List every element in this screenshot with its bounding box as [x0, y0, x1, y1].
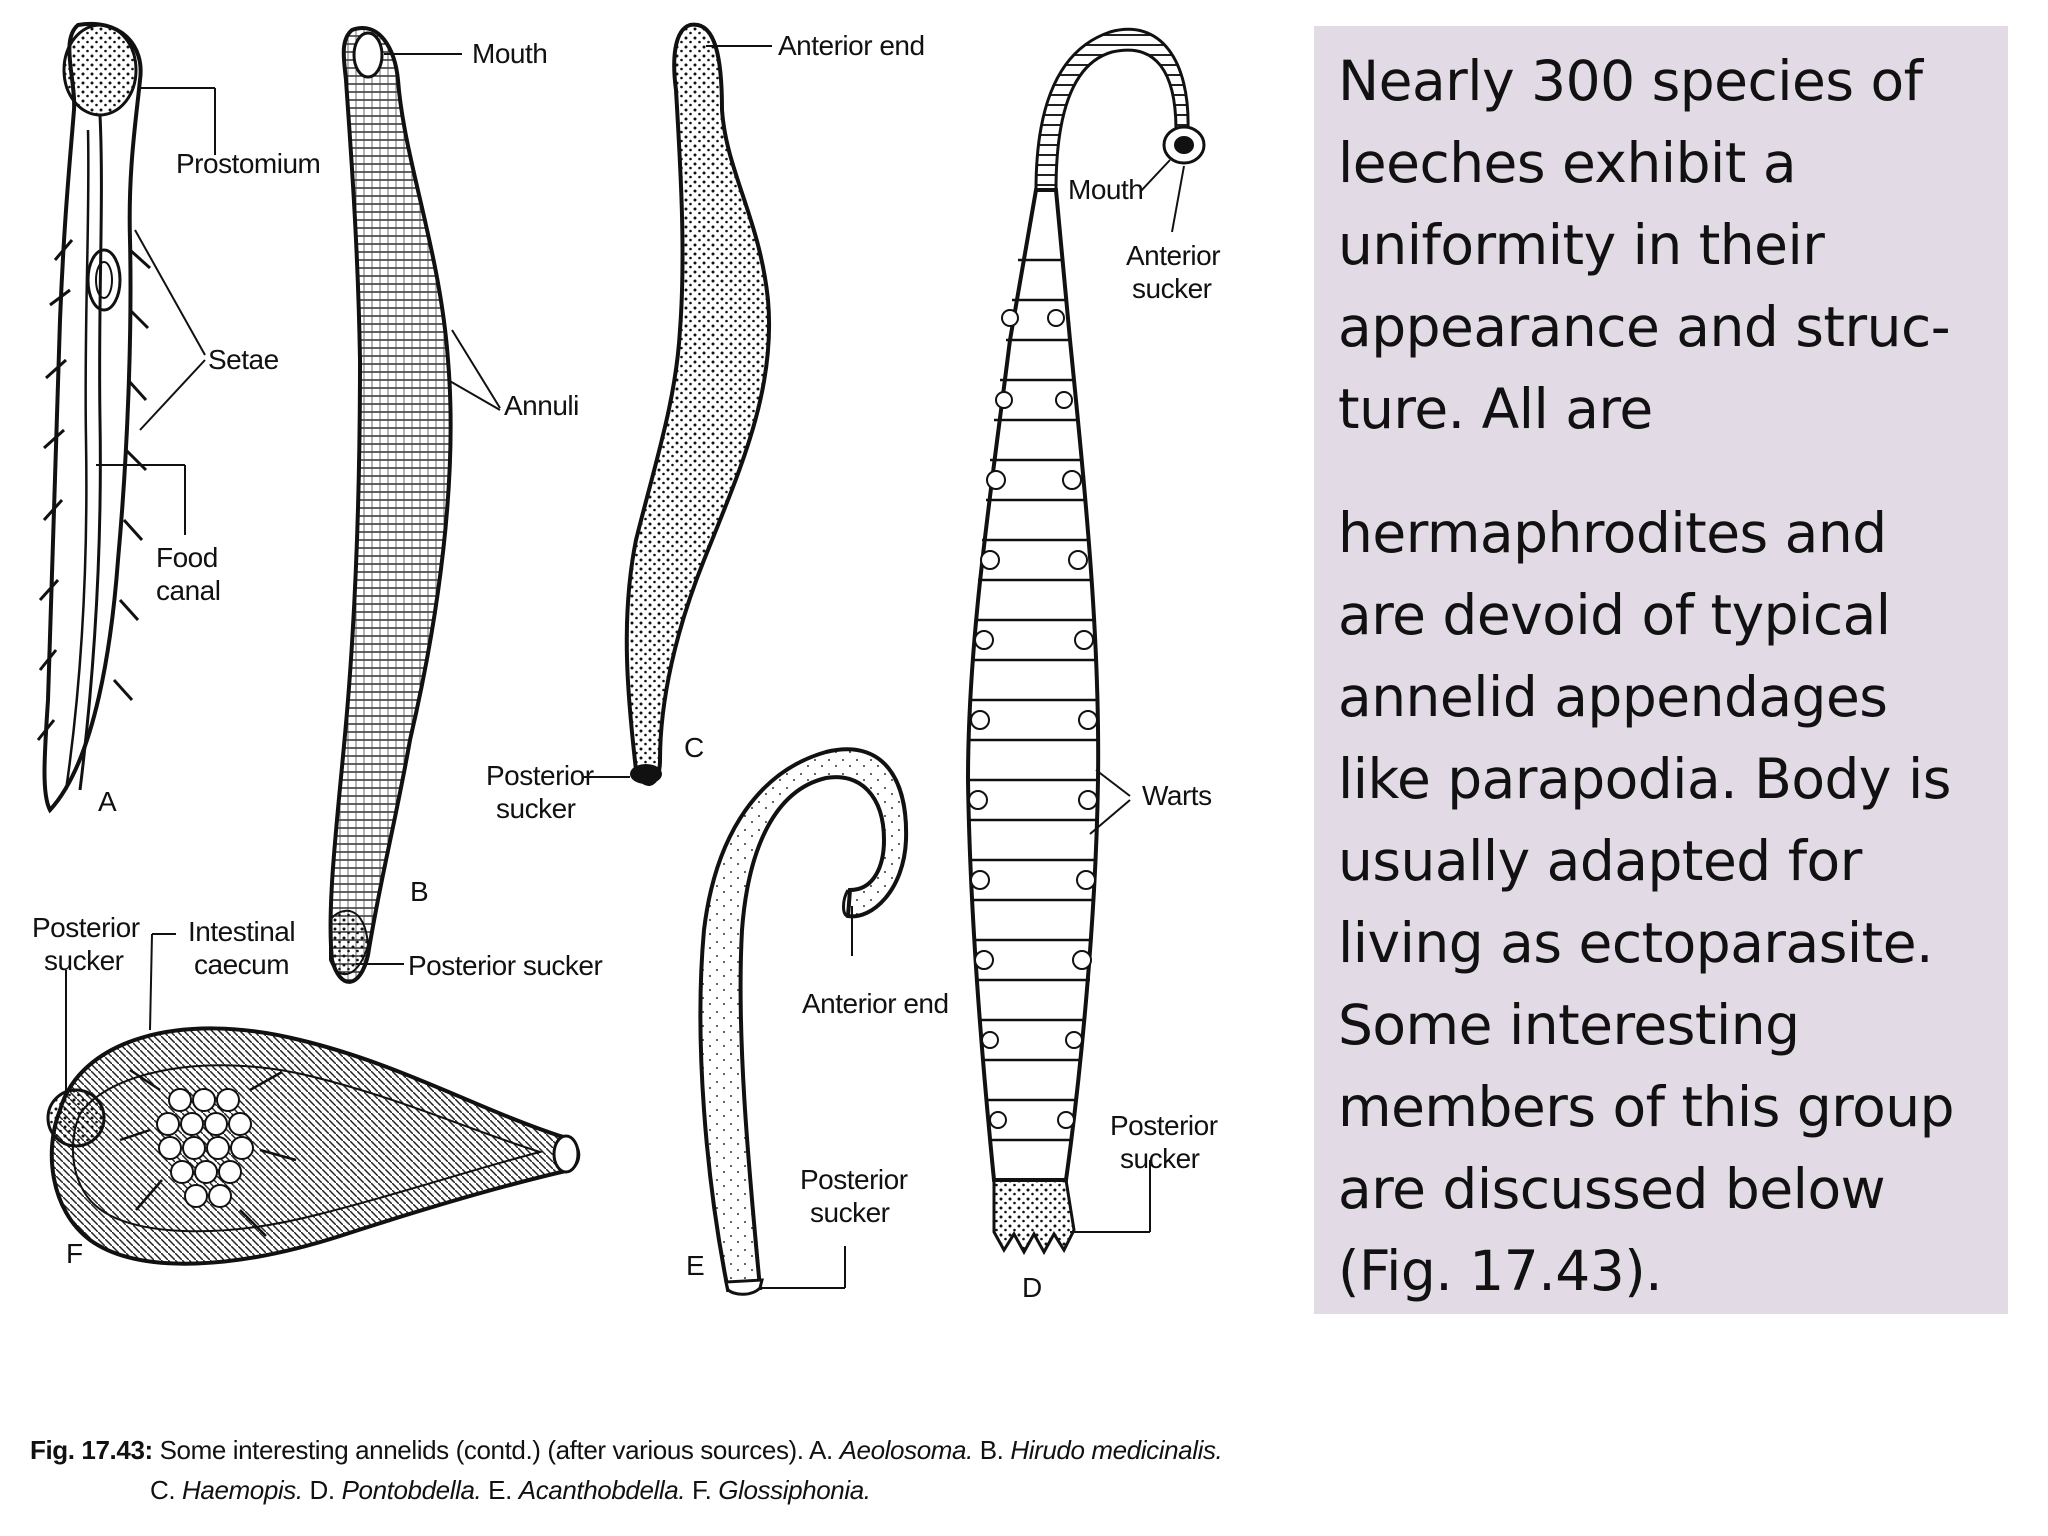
label-warts: Warts: [1142, 780, 1212, 811]
label-prostomium: Prostomium: [176, 148, 321, 179]
description-paragraph-2: [1338, 492, 1998, 1312]
specimen-c-haemopis: [583, 25, 772, 784]
label-anterior-end-e: Anterior end: [802, 988, 949, 1019]
label-anterior-end-c: Anterior end: [778, 30, 925, 61]
text-line: hermaphrodites and: [1338, 501, 1887, 565]
letter-a: A: [98, 786, 117, 817]
caption-species: Pontobdella.: [341, 1475, 482, 1505]
figure-caption: [30, 1430, 1230, 1510]
caption-text: E.: [481, 1475, 519, 1505]
specimen-d-pontobdella: [968, 29, 1204, 1252]
caption-fig-number: Fig. 17.43:: [30, 1435, 153, 1465]
caption-species: Aeolosoma.: [839, 1435, 973, 1465]
label-setae: Setae: [208, 344, 279, 375]
specimen-b-hirudo: [330, 28, 500, 982]
label-posterior-sucker-b: Posterior sucker: [408, 950, 603, 981]
letter-b: B: [410, 876, 429, 907]
label-posterior-sucker-c-2: sucker: [496, 793, 576, 824]
text-line: are devoid of typical: [1338, 583, 1891, 647]
text-line: are discussed below: [1338, 1157, 1886, 1221]
text-line: (Fig. 17.43).: [1338, 1239, 1663, 1303]
text-line: Some interesting: [1338, 993, 1800, 1057]
label-intestinal-caecum-1: Intestinal: [188, 916, 296, 947]
label-posterior-sucker-d-2: sucker: [1120, 1143, 1200, 1174]
label-annuli: Annuli: [504, 390, 579, 421]
label-posterior-sucker-e-1: Posterior: [800, 1164, 908, 1195]
caption-species: Acanthobdella.: [518, 1475, 686, 1505]
specimen-f-glossiphonia: [48, 934, 578, 1264]
text-line: annelid appendages: [1338, 665, 1888, 729]
text-line: Nearly 300 species of: [1338, 49, 1923, 113]
text-line: members of this group: [1338, 1075, 1955, 1139]
caption-species: Hirudo medicinalis.: [1010, 1435, 1223, 1465]
letter-c: C: [684, 732, 705, 763]
label-intestinal-caecum-2: caecum: [194, 949, 290, 980]
caption-species: Haemopis.: [182, 1475, 303, 1505]
letter-f: F: [66, 1238, 84, 1269]
caption-line-1: [30, 1435, 1222, 1465]
description-paragraph-1: [1338, 40, 1998, 450]
label-posterior-sucker-f-2: sucker: [44, 945, 124, 976]
label-food-canal-1: Food: [156, 542, 218, 573]
label-posterior-sucker-c-1: Posterior: [486, 760, 594, 791]
description-text-box: [1314, 26, 2008, 1314]
label-posterior-sucker-e-2: sucker: [810, 1197, 890, 1228]
label-mouth-d: Mouth: [1068, 174, 1144, 205]
text-line: living as ectoparasite.: [1338, 911, 1934, 975]
text-line: appearance and struc-: [1338, 295, 1951, 359]
caption-species: Glossiphonia.: [718, 1475, 871, 1505]
label-mouth-b: Mouth: [472, 38, 548, 69]
label-posterior-sucker-f-1: Posterior: [32, 912, 140, 943]
caption-text: Some interesting annelids (contd.) (after various sources). A.: [152, 1435, 840, 1465]
text-line: leeches exhibit a: [1338, 131, 1797, 195]
specimen-a-aeolosoma: [38, 24, 215, 810]
caption-text: D.: [302, 1475, 342, 1505]
letter-e: E: [686, 1250, 705, 1281]
caption-line-2: [30, 1470, 1230, 1510]
text-line: usually adapted for: [1338, 829, 1862, 893]
caption-text: F.: [685, 1475, 719, 1505]
text-line: uniformity in their: [1338, 213, 1825, 277]
label-anterior-sucker-d-1: Anterior: [1126, 240, 1221, 271]
text-line: ture. All are: [1338, 377, 1653, 441]
caption-text: B.: [972, 1435, 1011, 1465]
letter-d: D: [1022, 1272, 1043, 1303]
label-food-canal-2: canal: [156, 575, 221, 606]
label-posterior-sucker-d-1: Posterior: [1110, 1110, 1218, 1141]
caption-text: C.: [150, 1475, 183, 1505]
text-line: like parapodia. Body is: [1338, 747, 1951, 811]
label-anterior-sucker-d-2: sucker: [1132, 273, 1212, 304]
